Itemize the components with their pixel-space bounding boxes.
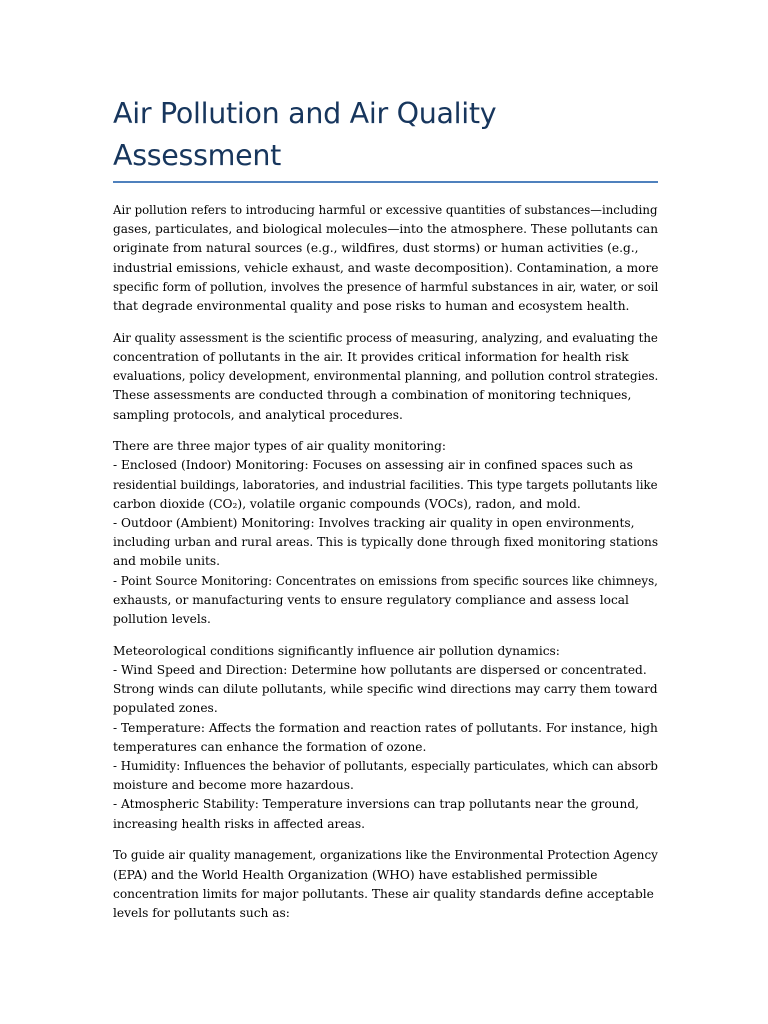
text-line: (EPA) and the World Health Organization (WHO) have established permissible xyxy=(113,867,598,882)
paragraph-meteorology xyxy=(113,642,658,834)
title-line: Air Pollution and Air Quality xyxy=(113,97,497,130)
text-line: Air quality assessment is the scientific process of measuring, analyzing, and evaluating the xyxy=(113,330,658,345)
title-line: Assessment xyxy=(113,139,281,172)
text-line: specific form of pollution, involves the presence of harmful substances in air, water, or soil xyxy=(113,279,659,294)
text-line: concentration limits for major pollutants. These air quality standards define acceptable xyxy=(113,886,654,901)
list-item-line: pollution levels. xyxy=(113,612,211,627)
list-item-line: populated zones. xyxy=(113,701,218,716)
list-item-line: including urban and rural areas. This is typically done through fixed monitoring stations xyxy=(113,535,659,550)
list-item-line: increasing health risks in affected areas. xyxy=(113,816,365,831)
list-item-line: Strong winds can dilute pollutants, while specific wind directions may carry them toward xyxy=(113,682,658,697)
paragraph-definition xyxy=(113,201,658,316)
text-line: originate from natural sources (e.g., wildfires, dust storms) or human activities (e.g., xyxy=(113,241,639,256)
text-line: gases, particulates, and biological molecules—into the atmosphere. These pollutants can xyxy=(113,222,658,237)
text-line: levels for pollutants such as: xyxy=(113,905,290,920)
list-item-line: moisture and become more hazardous. xyxy=(113,778,354,793)
document-page xyxy=(113,0,658,1024)
text-line: There are three major types of air quality monitoring: xyxy=(113,439,447,454)
text-line: To guide air quality management, organizations like the Environmental Protection Agency xyxy=(113,848,658,863)
list-item-line: - Enclosed (Indoor) Monitoring: Focuses on assessing air in confined spaces such as xyxy=(113,458,633,473)
list-item-line: - Temperature: Affects the formation and reaction rates of pollutants. For instance, high xyxy=(113,720,658,735)
paragraph-standards xyxy=(113,846,658,923)
list-item-line: exhausts, or manufacturing vents to ensure regulatory compliance and assess local xyxy=(113,592,629,607)
list-item-line: - Outdoor (Ambient) Monitoring: Involves tracking air quality in open environments, xyxy=(113,516,635,531)
document-body xyxy=(113,201,658,923)
paragraph-assessment xyxy=(113,329,658,425)
text-line: evaluations, policy development, environmental planning, and pollution control strategies. xyxy=(113,369,659,384)
list-item-line: residential buildings, laboratories, and industrial facilities. This type targets pollutants like xyxy=(113,477,658,492)
list-item-line: - Humidity: Influences the behavior of pollutants, especially particulates, which can absorb xyxy=(113,758,658,773)
text-line: Meteorological conditions significantly influence air pollution dynamics: xyxy=(113,643,560,658)
text-line: that degrade environmental quality and pose risks to human and ecosystem health. xyxy=(113,299,630,314)
text-line: sampling protocols, and analytical procedures. xyxy=(113,407,403,422)
text-line: Air pollution refers to introducing harmful or excessive quantities of substances—including xyxy=(113,203,658,217)
text-line: industrial emissions, vehicle exhaust, and waste decomposition). Contamination, a more xyxy=(113,260,659,275)
text-line: These assessments are conducted through a combination of monitoring techniques, xyxy=(113,388,632,403)
document-title xyxy=(113,0,658,183)
list-item-line: carbon dioxide (CO₂), volatile organic compounds (VOCs), radon, and mold. xyxy=(113,496,581,511)
list-item-line: temperatures can enhance the formation of ozone. xyxy=(113,739,427,754)
paragraph-monitoring-types xyxy=(113,437,658,629)
list-item-line: - Atmospheric Stability: Temperature inversions can trap pollutants near the ground, xyxy=(113,797,640,812)
text-line: concentration of pollutants in the air. It provides critical information for health risk xyxy=(113,349,629,364)
list-item-line: - Wind Speed and Direction: Determine how pollutants are dispersed or concentrated. xyxy=(113,662,647,677)
list-item-line: and mobile units. xyxy=(113,554,220,569)
list-item-line: - Point Source Monitoring: Concentrates on emissions from specific sources like chimneys, xyxy=(113,573,658,588)
